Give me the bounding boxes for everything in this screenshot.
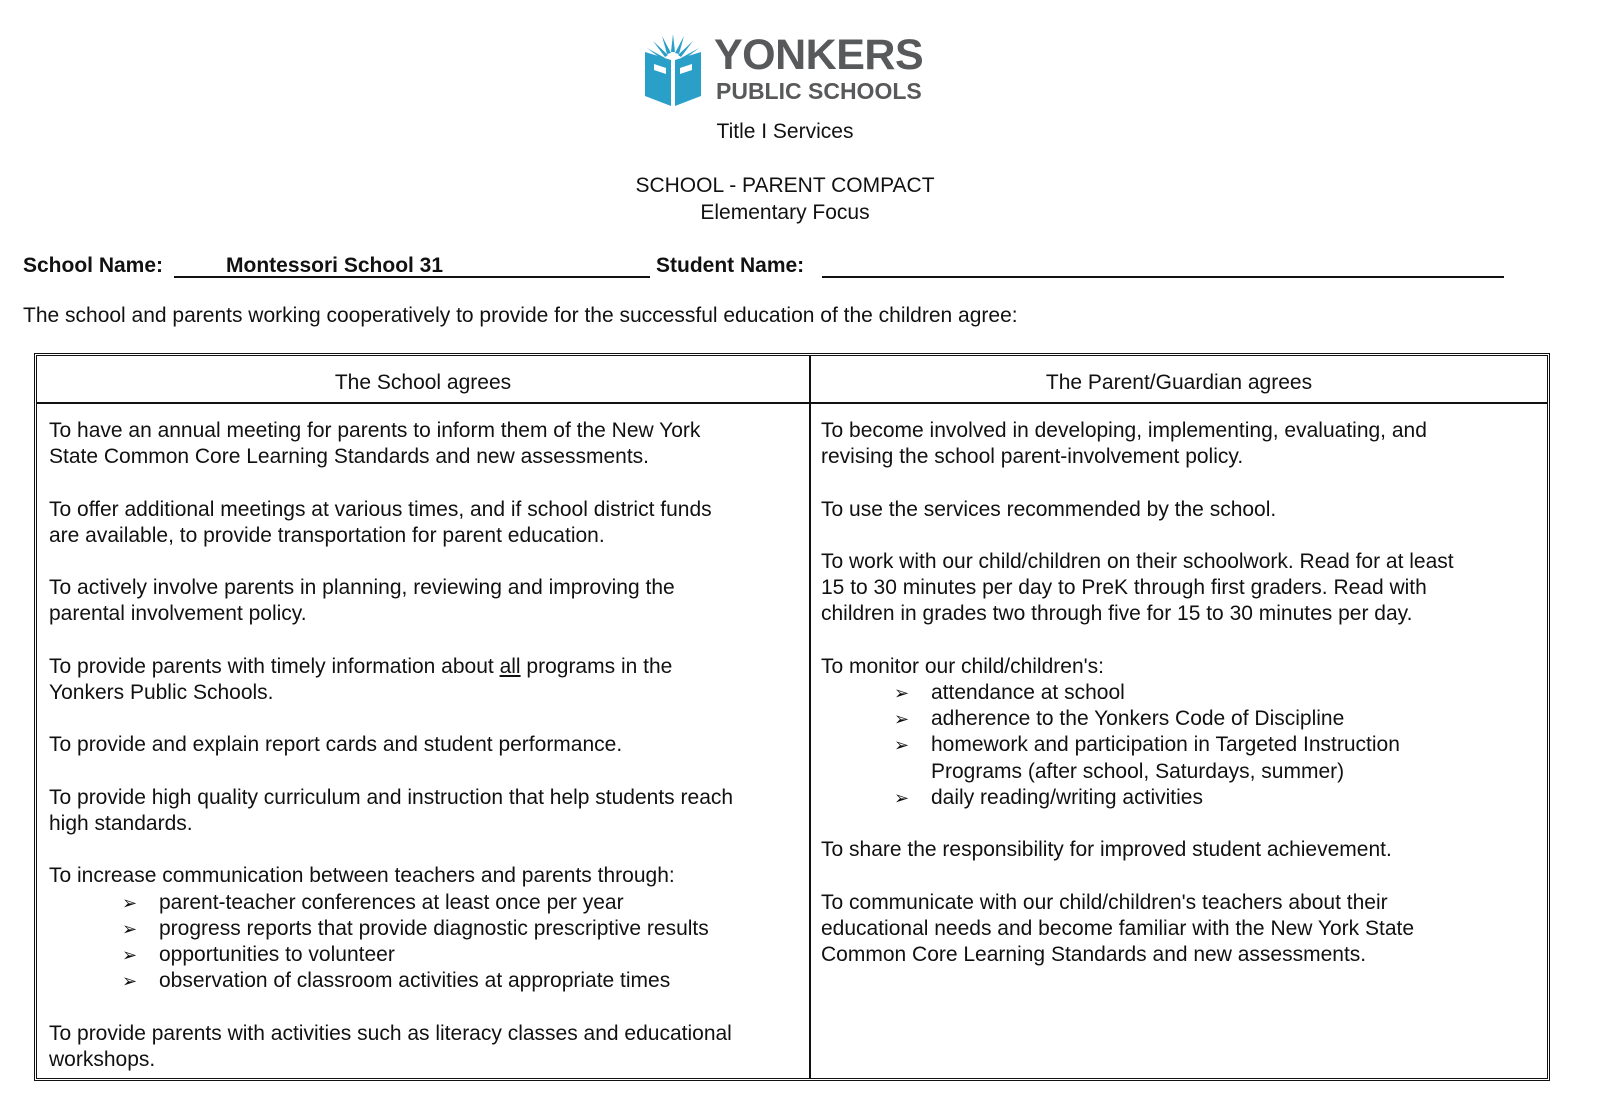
info-text-end: programs in the Yonkers Public Schools. <box>49 654 673 704</box>
school-item-additional-meetings: To offer additional meetings at various times, and if school district funds are available, to provide transportation for parent education. <box>49 497 712 547</box>
list-item: ➢ attendance at school <box>894 680 1543 706</box>
document-subtitle: Elementary Focus <box>700 201 870 224</box>
list-item: ➢ progress reports that provide diagnostic prescriptive results <box>122 916 801 942</box>
student-name-label: Student Name: <box>656 254 805 277</box>
arrow-bullet-icon: ➢ <box>122 971 138 992</box>
school-column-header: The School agrees <box>334 371 512 394</box>
parent-item-policy: To become involved in developing, implementing, evaluating, and revising the school parent-involvement policy. <box>821 419 1427 469</box>
info-text-underlined: all <box>499 654 521 678</box>
arrow-bullet-icon: ➢ <box>894 735 910 756</box>
school-item-involve-parents: To actively involve parents in planning, reviewing and improving the parental involvement policy. <box>49 576 675 626</box>
parent-item-communicate: To communicate with our child/children's teachers about their educational needs and become familiar with the New York State Common Core Learning Standards and new assessments. <box>821 890 1415 966</box>
school-item-communication: To increase communication between teachers and parents through: <box>49 864 675 888</box>
student-name-field[interactable] <box>822 276 1504 278</box>
open-book-sunburst-icon <box>640 30 706 106</box>
parent-column-header: The Parent/Guardian agrees <box>1045 371 1313 394</box>
parent-agrees-column <box>821 418 1543 968</box>
name-fields-row <box>23 254 1543 282</box>
info-text-start: To provide parents with timely information about <box>49 654 500 678</box>
arrow-bullet-icon: ➢ <box>894 787 910 808</box>
school-name-label: School Name: <box>23 254 164 277</box>
district-logo <box>640 30 930 112</box>
list-item: ➢ observation of classroom activities at appropriate times <box>122 968 801 994</box>
school-item-literacy-classes: To provide parents with activities such as literacy classes and educational workshops. <box>49 1021 732 1071</box>
list-item: ➢ adherence to the Yonkers Code of Discipline <box>894 706 1543 732</box>
arrow-bullet-icon: ➢ <box>122 918 138 939</box>
monitor-list <box>894 680 1543 811</box>
column-divider <box>809 356 811 1078</box>
list-item: ➢ parent-teacher conferences at least once per year <box>122 890 801 916</box>
logo-subtitle: PUBLIC SCHOOLS <box>716 78 922 104</box>
logo-wordmark: YONKERS <box>714 31 924 79</box>
school-name-value: Montessori School 31 <box>226 254 444 277</box>
school-agrees-column <box>49 418 801 1073</box>
program-title: Title I Services <box>716 120 854 143</box>
document-title: SCHOOL - PARENT COMPACT <box>635 174 935 197</box>
list-item: ➢ opportunities to volunteer <box>122 942 801 968</box>
parent-item-responsibility: To share the responsibility for improved student achievement. <box>821 838 1392 862</box>
arrow-bullet-icon: ➢ <box>894 709 910 730</box>
intro-statement: The school and parents working cooperatively to provide for the successful education of the children agree: <box>23 304 1018 327</box>
list-item: ➢ homework and participation in Targeted Instruction Programs (after school, Saturdays, summer) <box>894 733 1400 783</box>
header-divider <box>37 402 1547 404</box>
arrow-bullet-icon: ➢ <box>122 892 138 913</box>
communication-list <box>122 890 801 995</box>
school-item-timely-information <box>49 654 801 706</box>
arrow-bullet-icon: ➢ <box>122 944 138 965</box>
parent-item-services: To use the services recommended by the school. <box>821 497 1277 521</box>
list-item: ➢ daily reading/writing activities <box>894 785 1543 811</box>
arrow-bullet-icon: ➢ <box>894 682 910 703</box>
compact-table <box>34 353 1550 1081</box>
parent-item-monitor: To monitor our child/children's: <box>821 654 1104 678</box>
parent-item-schoolwork: To work with our child/children on their schoolwork. Read for at least 15 to 30 minutes per day to PreK through first graders. Read with children in grades two through five for 15 to 30 minutes per day. <box>821 549 1454 626</box>
school-item-curriculum: To provide high quality curriculum and instruction that help students reach high standards. <box>49 785 734 835</box>
school-item-annual-meeting: To have an annual meeting for parents to inform them of the New York State Common Core Learning Standards and new assessments. <box>49 419 701 469</box>
school-item-report-cards: To provide and explain report cards and student performance. <box>49 733 623 757</box>
